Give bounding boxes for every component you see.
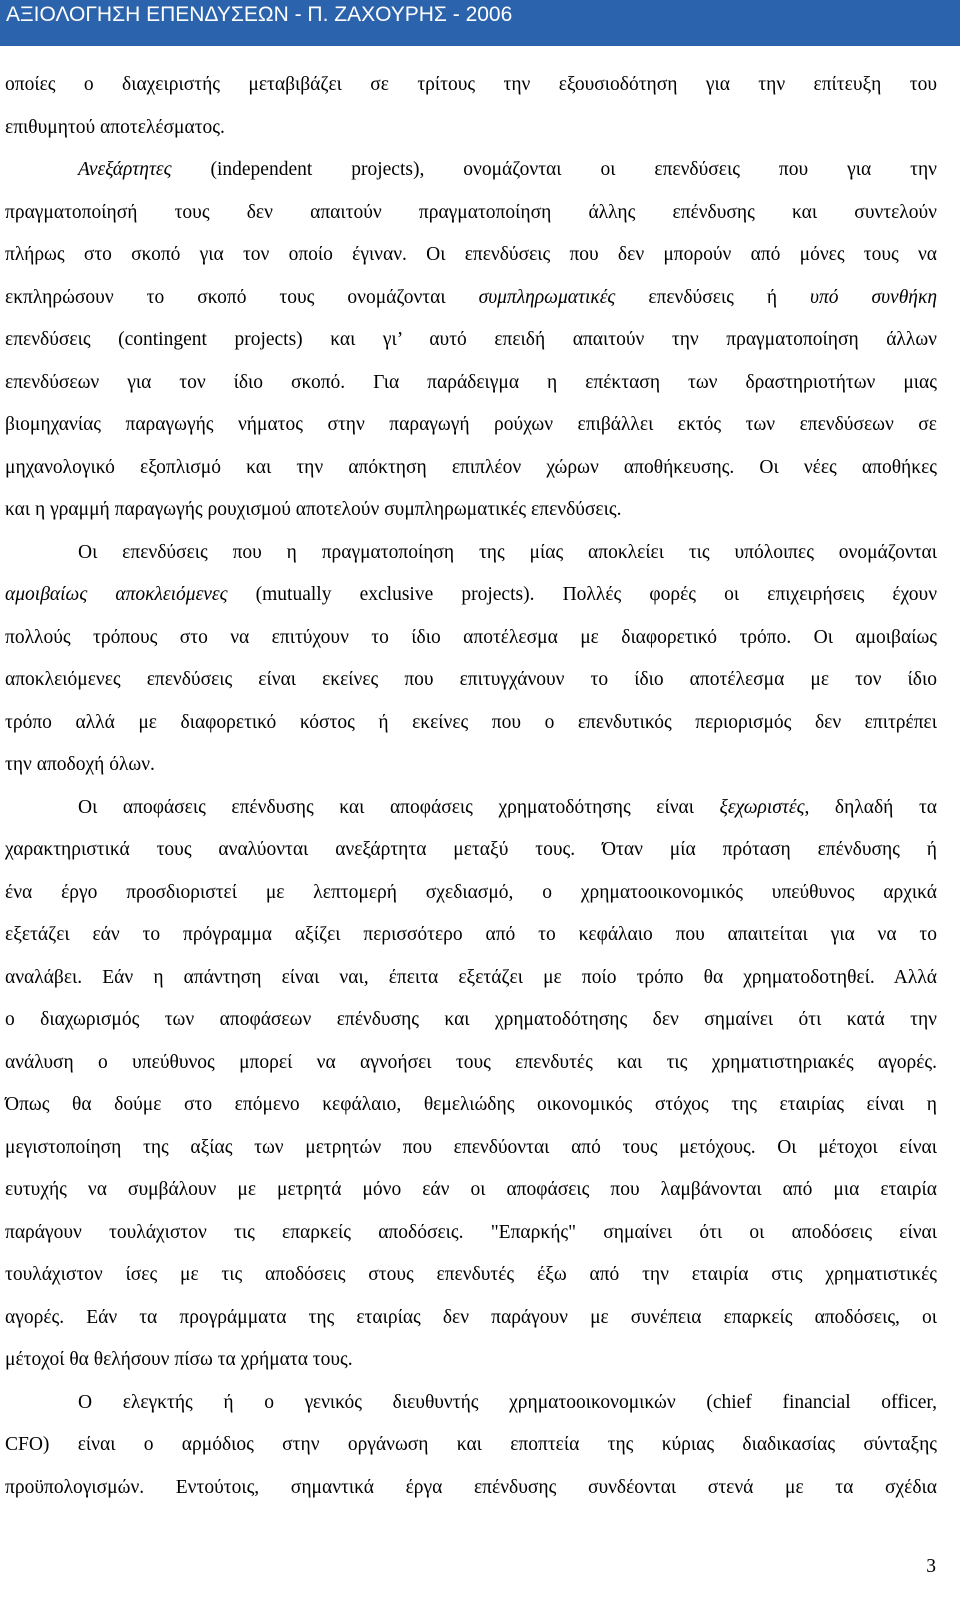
text-line: επενδύσεις (contingent projects) και γι’ αυτό επειδή απαιτούν την πραγματοποίηση άλλων [5, 329, 937, 350]
text-line: πραγματοποίησή τους δεν απαιτούν πραγματοποίηση άλλης επένδυσης και συντελούν [5, 201, 937, 223]
text-line: προϋπολογισμών. Εντούτοις, σημαντικά έργα επένδυσης συνδέονται στενά με τα σχέδια [5, 1476, 937, 1498]
term-independent: Ανεξάρτητες [78, 159, 172, 180]
text-line: πλήρως στο σκοπό για τον οποίο έγιναν. Οι επενδύσεις που δεν μπορούν από μόνες τους να [5, 244, 937, 265]
text-line: μεγιστοποίηση της αξίας των μετρητών που επενδύονται από τους μετόχους. Οι μέτοχοι είναι [5, 1136, 937, 1158]
text-line: αγορές. Εάν τα προγράμματα της εταιρίας δεν παράγουν με συνέπεια επαρκείς αποδόσεις, οι [5, 1306, 937, 1328]
page-number: 3 [926, 1556, 936, 1577]
text-line: αναλάβει. Εάν η απάντηση είναι ναι, έπειτα εξετάζει με ποίο τρόπο θα χρηματοδοτηθεί. Αλλά [5, 966, 937, 988]
text-line: Ο ελεγκτής ή ο γενικός διευθυντής χρηματοοικονομικών (chief financial officer, [78, 1391, 937, 1413]
term-separate: ξεχωριστές [719, 796, 805, 818]
text-line: ένα έργο προσδιοριστεί με λεπτομερή σχεδιασμό, ο χρηματοοικονομικός υπεύθυνος αρχικά [5, 881, 937, 903]
text-line: τρόπο αλλά με διαφορετικό κόστος ή εκείνες που ο επενδυτικός περιορισμός δεν επιτρέπει [5, 711, 937, 733]
text-line: ο διαχωρισμός των αποφάσεων επένδυσης και χρηματοδότησης δεν σημαίνει ότι κατά την [5, 1009, 937, 1030]
text-line: ανάλυση ο υπεύθυνος μπορεί να αγνοήσει τους επενδυτές και τις χρηματιστηριακές αγορές. [5, 1051, 937, 1073]
text-line: μηχανολογικό εξοπλισμό και την απόκτηση επιπλέον χώρων αποθήκευσης. Οι νέες αποθήκες [5, 456, 937, 478]
text-line: εξετάζει εάν το πρόγραμμα αξίζει περισσότερο από το κεφάλαιο που απαιτείται για να το [5, 924, 937, 945]
text-line: Όπως θα δούμε στο επόμενο κεφάλαιο, θεμελιώδης οικονομικός στόχος της εταιρίας είναι η [5, 1094, 937, 1115]
text-line: βιομηχανίας παραγωγής νήματος στην παραγωγή ρούχων επιβάλλει εκτός των επενδύσεων σε [5, 414, 937, 435]
text-line: χαρακτηριστικά τους αναλύονται ανεξάρτητα μεταξύ τους. Όταν μία πρόταση επένδυσης ή [5, 839, 937, 860]
text-line: επιθυμητού αποτελέσματος. [5, 116, 225, 138]
text-line: την αποδοχή όλων. [5, 754, 155, 775]
text-line: και η γραμμή παραγωγής ρουχισμού αποτελούν συμπληρωματικές επενδύσεις. [5, 499, 622, 520]
text-line: επενδύσεων για τον ίδιο σκοπό. Για παράδειγμα η επέκταση των δραστηριοτήτων μιας [5, 371, 937, 393]
text-line: Οι επενδύσεις που η πραγματοποίηση της μίας αποκλείει τις υπόλοιπες ονομάζονται [78, 541, 937, 563]
text-line: εκπληρώσουν το σκοπό τους ονομάζονται συμπληρωματικές επενδύσεις ή υπό συνθήκη [5, 286, 937, 308]
text-line: αμοιβαίως αποκλειόμενες (mutually exclusive projects). Πολλές φορές οι επιχειρήσεις έχουν [5, 584, 938, 605]
document-header [0, 0, 960, 46]
document-body [5, 64, 937, 1509]
text-line: Ανεξάρτητες (independent projects), ονομάζονται οι επενδύσεις που για την [78, 159, 937, 180]
term-complementary: συμπληρωματικές [478, 286, 616, 308]
text-line: ευτυχής να συμβάλουν με μετρητά μόνο εάν οι αποφάσεις που λαμβάνονται από μια εταιρία [5, 1179, 937, 1200]
text-line: οποίες ο διαχειριστής μεταβιβάζει σε τρίτους την εξουσιοδότηση για την επίτευξη του [5, 74, 937, 95]
term-contingent: υπό συνθήκη [810, 286, 937, 308]
text-line: αποκλειόμενες επενδύσεις είναι εκείνες που επιτυγχάνουν το ίδιο αποτέλεσμα με τον ίδιο [5, 669, 937, 690]
text-line: πολλούς τρόπους στο να επιτύχουν το ίδιο αποτέλεσμα με διαφορετικό τρόπο. Οι αμοιβαίως [5, 626, 937, 648]
text-line: παράγουν τουλάχιστον τις επαρκείς αποδόσεις. "Επαρκής" σημαίνει ότι οι αποδόσεις είναι [5, 1221, 937, 1243]
text-line: μέτοχοί θα θελήσουν πίσω τα χρήματα τους. [5, 1349, 353, 1370]
text-line: τουλάχιστον ίσες με τις αποδόσεις στους επενδυτές έξω από την εταιρία στις χρηματιστικές [5, 1264, 937, 1285]
header-title: ΑΞΙΟΛΟΓΗΣΗ ΕΠΕΝΔΥΣΕΩΝ - Π. ΖΑΧΟΥΡΗΣ - 2006 [6, 3, 513, 26]
text-line: CFO) είναι ο αρμόδιος στην οργάνωση και εποπτεία της κύριας διαδικασίας σύνταξης [5, 1434, 937, 1455]
text-line: Οι αποφάσεις επένδυσης και αποφάσεις χρηματοδότησης είναι ξεχωριστές, δηλαδή τα [78, 796, 937, 818]
term-mutually-exclusive: αμοιβαίως αποκλειόμενες [5, 584, 228, 605]
